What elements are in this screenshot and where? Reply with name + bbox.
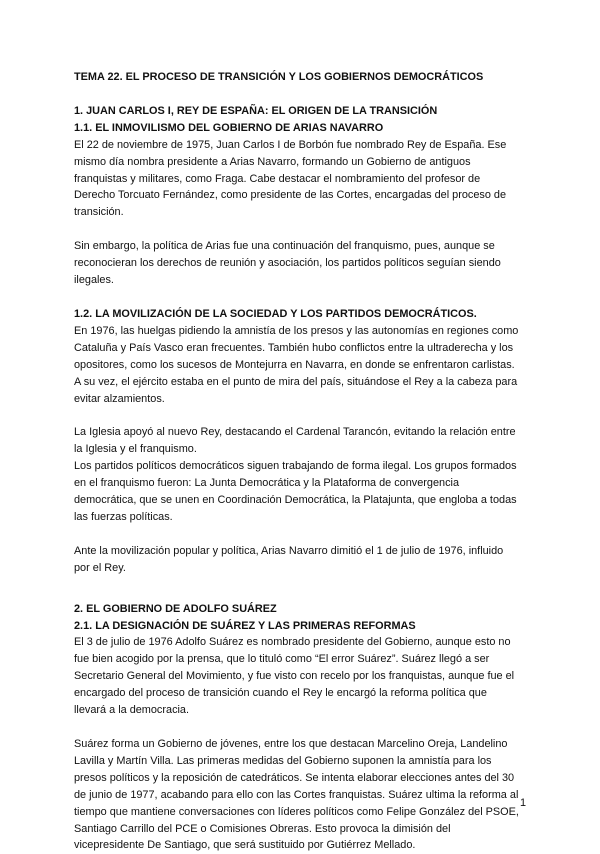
text-line: en el franquismo fueron: La Junta Democrática y la Plataforma de convergencia: [74, 477, 460, 490]
text-line: Sin embargo, la política de Arias fue una continuación del franquismo, pues, aunque se: [74, 240, 495, 253]
spacer: [74, 719, 542, 736]
text-line: Secretario General del Movimiento, y fue visto con recelo por los franquistas, aunque fue el: [74, 670, 515, 683]
paragraph: [74, 238, 542, 289]
text-line: vicepresidente De Santiago, que será sustituido por Gutiérrez Mellado.: [74, 839, 416, 852]
text-line: tiempo que mantiene conversaciones con líderes políticos como Felipe González del PSOE,: [74, 805, 519, 818]
section-2-heading: 2. EL GOBIERNO DE ADOLFO SUÁREZ: [74, 602, 277, 615]
paragraph: [74, 543, 542, 577]
text-line: encargado del proceso de transición cuando el Rey le encargó la reforma política que: [74, 687, 487, 700]
text-line: El 22 de noviembre de 1975, Juan Carlos I de Borbón fue nombrado Rey de España. Ese: [74, 138, 507, 151]
paragraph: [74, 634, 542, 719]
document-body: [74, 69, 542, 854]
spacer: [74, 407, 542, 424]
text-line: Cataluña y País Vasco eran frecuentes. También hubo conflictos entre la ultraderecha y los: [74, 341, 514, 354]
paragraph: [74, 736, 542, 854]
text-line: Derecho Torcuato Fernández, como presidente de las Cortes, encargadas del proceso de: [74, 189, 507, 202]
text-line: la Iglesia y el franquismo.: [74, 443, 197, 456]
paragraph: [74, 323, 542, 408]
text-line: Ante la movilización popular y política, Arias Navarro dimitió el 1 de julio de 1976, influido: [74, 544, 504, 557]
text-line: Santiago Carrillo del PCE o Comisiones Obreras. Esto provoca la dimisión del: [74, 822, 451, 835]
text-line: transición.: [74, 206, 124, 219]
text-line: de junio de 1977, acabando para ello con las Cortes franquistas. Suárez ultima la reforma al: [74, 788, 519, 801]
text-line: El 3 de julio de 1976 Adolfo Suárez es nombrado presidente del Gobierno, aunque esto no: [74, 636, 511, 649]
section-1-heading: 1. JUAN CARLOS I, REY DE ESPAÑA: EL ORIGEN DE LA TRANSICIÓN: [74, 104, 438, 117]
document-title: TEMA 22. EL PROCESO DE TRANSICIÓN Y LOS GOBIERNOS DEMOCRÁTICOS: [74, 71, 484, 83]
text-line: presos políticos y la reposición de catedráticos. Se intenta elaborar elecciones antes del 30: [74, 771, 515, 784]
text-line: En 1976, las huelgas pidiendo la amnistía de los presos y las autonomías en regiones como: [74, 324, 519, 337]
spacer: [74, 526, 542, 543]
text-line: llevará a la democracia.: [74, 704, 190, 717]
text-line: Lavilla y Martín Villa. Las primeras medidas del Gobierno suponen la amnistía para los: [74, 754, 492, 767]
paragraph: [74, 424, 542, 458]
text-line: ilegales.: [74, 274, 114, 287]
text-line: por el Rey.: [74, 561, 126, 574]
page-number: 1: [519, 797, 526, 809]
text-line: las fuerzas políticas.: [74, 510, 173, 523]
text-line: evitar alzamientos.: [74, 392, 165, 405]
text-line: La Iglesia apoyó al nuevo Rey, destacando el Cardenal Tarancón, evitando la relación entre: [74, 426, 516, 439]
section-1-1-heading: 1.1. EL INMOVILISMO DEL GOBIERNO DE ARIAS NAVARRO: [74, 121, 384, 134]
text-line: A su vez, el ejército estaba en el punto de mira del país, situándose el Rey a la cabeza para: [74, 375, 518, 388]
spacer: [74, 577, 542, 601]
spacer: [74, 86, 542, 103]
text-line: Los partidos políticos democráticos siguen trabajando de forma ilegal. Los grupos formados: [74, 460, 517, 473]
paragraph: [74, 458, 542, 526]
text-line: democrática, que se unen en Coordinación Democrática, la Platajunta, que engloba a todas: [74, 494, 517, 507]
text-line: franquistas y militares, como Fraga. Cabe destacar el nombramiento del profesor de: [74, 172, 481, 185]
paragraph: [74, 137, 542, 222]
text-line: reconocieran los derechos de reunión y asociación, los partidos políticos seguían siendo: [74, 257, 501, 270]
text-line: fue bien acogido por la prensa, que lo tituló como “El error Suárez”. Suárez llegó a ser: [74, 653, 490, 666]
spacer: [74, 221, 542, 238]
section-2-1-heading: 2.1. LA DESIGNACIÓN DE SUÁREZ Y LAS PRIMERAS REFORMAS: [74, 619, 416, 632]
text-line: Suárez forma un Gobierno de jóvenes, entre los que destacan Marcelino Oreja, Landelino: [74, 738, 508, 750]
text-line: mismo día nombra presidente a Arias Navarro, formando un Gobierno de antiguos: [74, 155, 471, 168]
section-1-2-heading: 1.2. LA MOVILIZACIÓN DE LA SOCIEDAD Y LOS PARTIDOS DEMOCRÁTICOS.: [74, 307, 477, 320]
text-line: opositores, como los sucesos de Montejurra en Navarra, en donde se enfrentaron carlistas.: [74, 358, 515, 371]
spacer: [74, 289, 542, 306]
